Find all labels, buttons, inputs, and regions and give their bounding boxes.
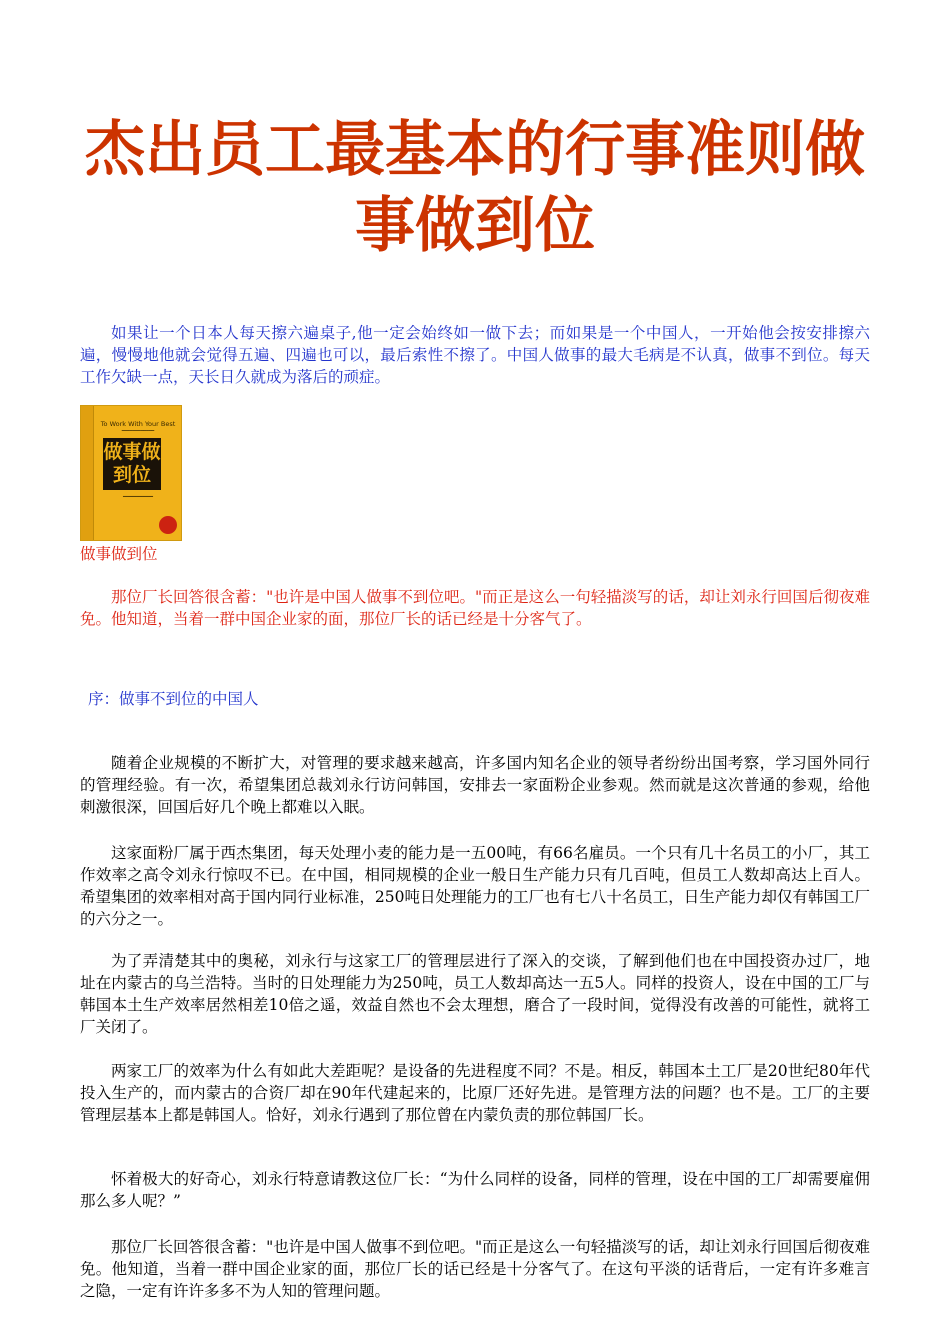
body-paragraph-4: 两家工厂的效率为什么有如此大差距呢？是设备的先进程度不同？不是。相反，韩国本土工厂是20世纪80年代投入生产的，而内蒙古的合资厂却在90年代建起来的，比原厂还好先进。是管理方法的问题？也不是。工厂的主要管理层基本上都是韩国人。恰好，刘永行遇到了那位曾在内蒙负责的那位韩国厂长。 [80,1062,870,1124]
image-caption: 做事做到位 [80,545,158,563]
book-cover-image [80,405,182,541]
body-paragraph-1: 随着企业规模的不断扩大，对管理的要求越来越高，许多国内知名企业的领导者纷纷出国考察，学习国外同行的管理经验。有一次，希望集团总裁刘永行访问韩国，安排去一家面粉企业参观。然而就是这次普通的参观，给他刺激很深，回国后好几个晚上都难以入眠。 [80,754,870,816]
body-paragraph-6: 那位厂长回答很含蓄："也许是中国人做事不到位吧。"而正是这么一句轻描淡写的话，却让刘永行回国后彻夜难免。他知道，当着一群中国企业家的面，那位厂长的话已经是十分客气了。在这句平淡的话背后，一定有许多难言之隐，一定有许许多多不为人知的管理问题。 [80,1238,870,1300]
book-seal-icon [159,516,177,534]
book-english-title: To Work With Your Best [100,420,176,428]
intro-paragraph: 如果让一个日本人每天擦六遍桌子,他一定会始终如一做下去；而如果是一个中国人，一开始他会按安排擦六遍，慢慢地他就会觉得五遍、四遍也可以，最后索性不擦了。中国人做事的最大毛病是不认真，做事不到位。每天工作欠缺一点，天长日久就成为落后的顽症。 [80,324,870,386]
book-cover-title: 做事做到位 [103,438,161,490]
book-spine [81,406,94,540]
book-tagline-decoration: ━━━━━━━━━━ [122,494,154,500]
body-paragraph-2: 这家面粉厂属于西杰集团，每天处理小麦的能力是一五00吨，有66名雇员。一个只有几十名员工的小厂，其工作效率之高令刘永行惊叹不已。在中国，相同规模的企业一般日生产能力只有几百吨，但员工人数却高达上百人。希望集团的效率相对高于国内同行业标准，250吨日处理能力的工厂也有七八十名员工，日生产能力却仅有韩国工厂的六分之一。 [80,844,870,928]
section-heading: 序：做事不到位的中国人 [88,690,259,708]
body-paragraph-5: 怀着极大的好奇心，刘永行特意请教这位厂长：“为什么同样的设备，同样的管理，设在中国的工厂却需要雇佣那么多人呢？” [80,1170,870,1210]
body-paragraph-3: 为了弄清楚其中的奥秘，刘永行与这家工厂的管理层进行了深入的交谈，了解到他们也在中国投资办过厂，地址在内蒙古的乌兰浩特。当时的日处理能力为250吨，员工人数却高达一五5人。同样的投资人，设在中国的工厂与韩国本土生产效率居然相差10倍之遥，效益自然也不会太理想，磨合了一段时间，觉得没有改善的可能性，就将工厂关闭了。 [80,952,870,1036]
page-title: 杰出员工最基本的行事准则做事做到位 [85,115,865,261]
book-subtitle-decoration: ━━━━━━━━━━━━ [121,429,155,434]
quote-paragraph: 那位厂长回答很含蓄："也许是中国人做事不到位吧。"而正是这么一句轻描淡写的话，却让刘永行回国后彻夜难免。他知道，当着一群中国企业家的面，那位厂长的话已经是十分客气了。 [80,588,870,628]
